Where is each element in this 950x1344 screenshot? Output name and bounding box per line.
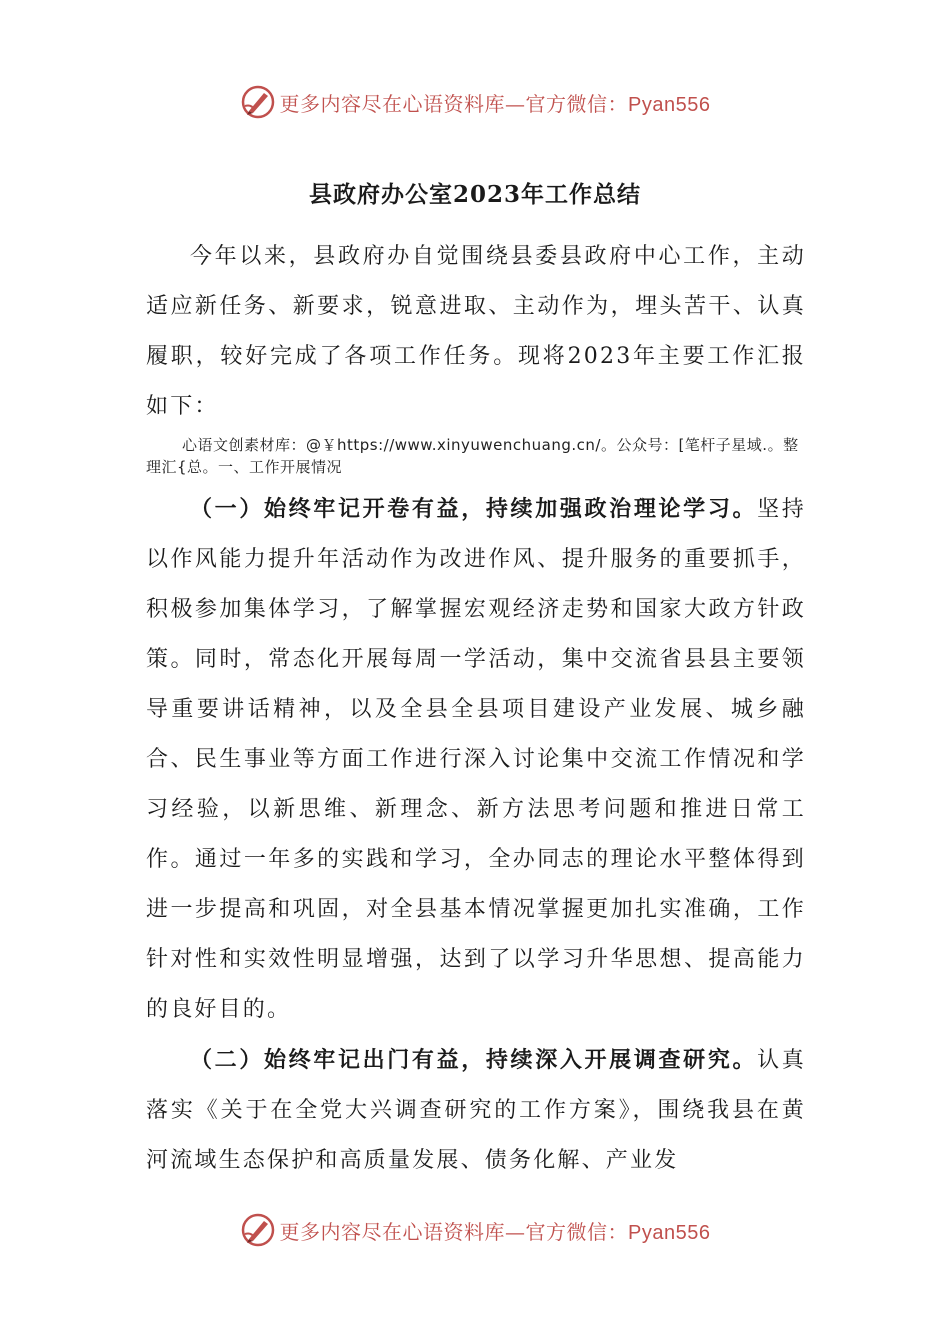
header-banner: [0, 82, 950, 122]
intro-paragraph: 今年以来，县政府办自觉围绕县委县政府中心工作，主动适应新任务、新要求，锐意进取、主动作为，埋头苦干、认真履职，较好完成了各项工作任务。现将2023年主要工作汇报如下：: [146, 244, 806, 419]
section-1-paragraph: [146, 484, 806, 1035]
document-title: 县政府办公室2023年工作总结: [308, 181, 641, 208]
banner-text-main: 更多内容尽在心语资料库: [279, 1219, 506, 1244]
document-body: [146, 232, 806, 1186]
section-2-heading: （二）始终牢记出门有益，持续深入开展调查研究。: [190, 1047, 758, 1073]
section-2-paragraph: [146, 1035, 806, 1186]
banner-text-id: Pyan556: [628, 1221, 711, 1244]
section-1-heading: （一）始终牢记开卷有益，持续加强政治理论学习。: [190, 496, 758, 522]
pen-logo-icon: [240, 1212, 276, 1248]
banner-text-main: 更多内容尽在心语资料库: [279, 91, 506, 116]
pen-logo-icon: [240, 84, 276, 120]
footer-banner: [0, 1210, 950, 1250]
banner-text-id: Pyan556: [628, 93, 711, 116]
section-1-body: 坚持以作风能力提升年活动作为改进作风、提升服务的重要抓手，积极参加集体学习，了解掌握宏观经济走势和国家大政方针政策。同时，常态化开展每周一学活动，集中交流省县县主要领导重要讲话精神，以及全县全县项目建设产业发展、城乡融合、民生事业等方面工作进行深入讨论集中交流工作情况和学习经验，以新思维、新理念、新方法思考问题和推进日常工作。通过一年多的实践和学习，全办同志的理论水平整体得到进一步提高和巩固，对全县基本情况掌握更加扎实准确，工作针对性和实效性明显增强，达到了以学习升华思想、提高能力的良好目的。: [146, 497, 806, 1022]
banner-text: [280, 1216, 711, 1245]
banner-text-wechat: —官方微信：: [505, 91, 629, 116]
section-2-body: 认真落实《关于在全党大兴调查研究的工作方案》，围绕我县在黄河流域生态保护和高质量发展、债务化解、产业发: [146, 1048, 806, 1173]
source-note: 心语文创素材库：@￥https://www.xinyuwenchuang.cn/。公众号：[笔杆子星域.。整理汇{总。一、工作开展情况: [146, 436, 799, 476]
banner-text: [280, 88, 711, 117]
banner-text-wechat: —官方微信：: [505, 1219, 629, 1244]
